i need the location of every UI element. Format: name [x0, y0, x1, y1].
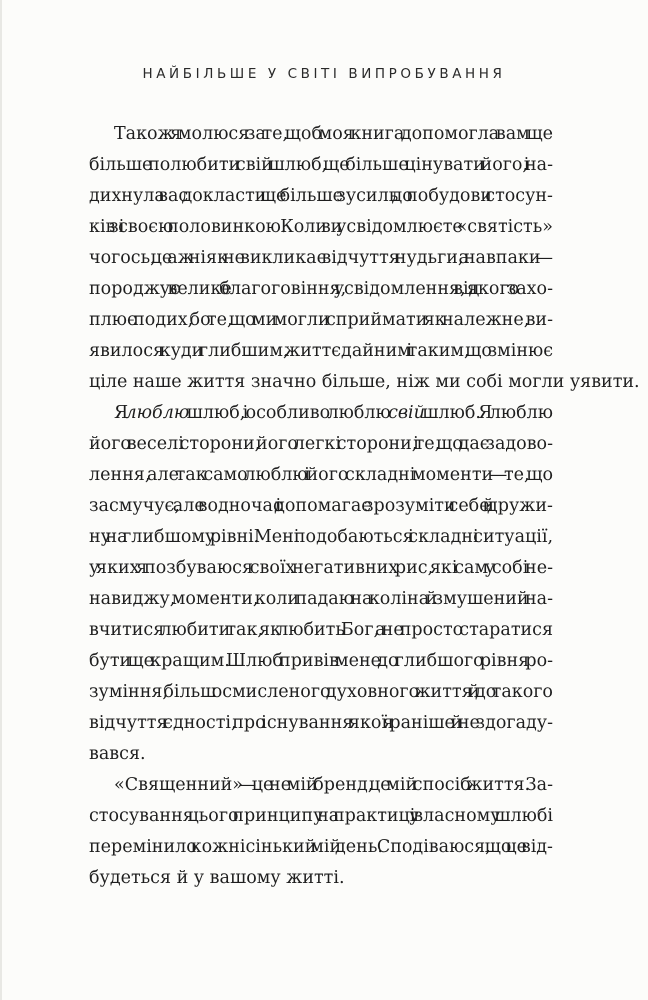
- text-line: ну на глибшому рівні. Мені подобаються і складні ситуації,: [89, 527, 554, 547]
- text-line: вався.: [89, 744, 146, 764]
- text-line: Також я молюся за те, щоб моя книга допомогла вам ще: [114, 124, 553, 144]
- text-line: ків зі своєю половинкою. Коли ви усвідомлюєте «святість»: [89, 217, 553, 237]
- text-line: більше полюбити свій шлюб, ще більше цінувати його, і на-: [89, 155, 554, 175]
- text-line: у яких я позбуваюся своїх негативних рис, які сам у собі не-: [89, 558, 553, 578]
- emphasis-love: люблю: [125, 403, 190, 423]
- text-line: бути ще кращим. Шлюб привів мене до глибшого рівня ро-: [89, 651, 554, 671]
- text-line: лення, але так само люблю і його складні моменти — те, що: [89, 465, 554, 485]
- text-line: чогось, це аж ніяк не викликає відчуття нудьги, а навпаки —: [89, 248, 553, 268]
- paragraph-3: [89, 770, 553, 894]
- body-text: [89, 119, 640, 894]
- text-line: його веселі сторони, його легкі сторони, і те, що дає задово-: [89, 434, 553, 454]
- text-line: дихнула вас докласти ще більше зусиль до побудови стосун-: [89, 186, 553, 206]
- text-line: [89, 398, 553, 429]
- text-line: зуміння, більш осмисленого духовного життя й до такого: [89, 682, 553, 702]
- text-run: Я: [114, 403, 126, 423]
- text-line: «Священний» — це не мій бренд, це мій спосіб життя. За-: [114, 775, 553, 795]
- text-line: відчуття єдності, про існування якої я раніше й не здогаду-: [89, 713, 553, 733]
- text-run: шлюб, і особливо люблю: [189, 403, 389, 423]
- text-line: вчитися любити так, як любить Бог, а не просто старатися: [89, 620, 554, 640]
- text-line: будеться й у вашому житті.: [89, 868, 345, 888]
- paragraph-1: [89, 119, 640, 398]
- text-line: перемінило кожнісінький мій день. Сподіваюся, що це від-: [89, 837, 553, 857]
- page-edge: [0, 0, 2, 1000]
- text-line: навиджу, моменти, коли падаю на коліна й змушений на-: [89, 589, 554, 609]
- text-line: засмучує, але водночас і допомагає зрозуміти себе й дружи-: [89, 496, 553, 516]
- text-line: явилося куди глибшим, життєдайним і таким, що змінює: [89, 341, 554, 361]
- running-header: НАЙБІЛЬШЕ У СВІТІ ВИПРОБУВАННЯ: [142, 66, 506, 82]
- text-line: плює подих, бо те, що ми могли сприймати як належне, ви-: [89, 310, 554, 330]
- text-line: ціле наше життя значно більше, ніж ми собі могли уявити.: [89, 372, 640, 392]
- emphasis-own: свій: [388, 403, 425, 423]
- text-run: шлюб. Я люблю: [424, 403, 554, 423]
- text-line: породжує велике благоговіння, усвідомлення, від якого захо-: [89, 279, 553, 299]
- paragraph-2: [89, 398, 553, 770]
- text-line: стосування цього принципу на практиці у власному шлюбі: [89, 806, 554, 826]
